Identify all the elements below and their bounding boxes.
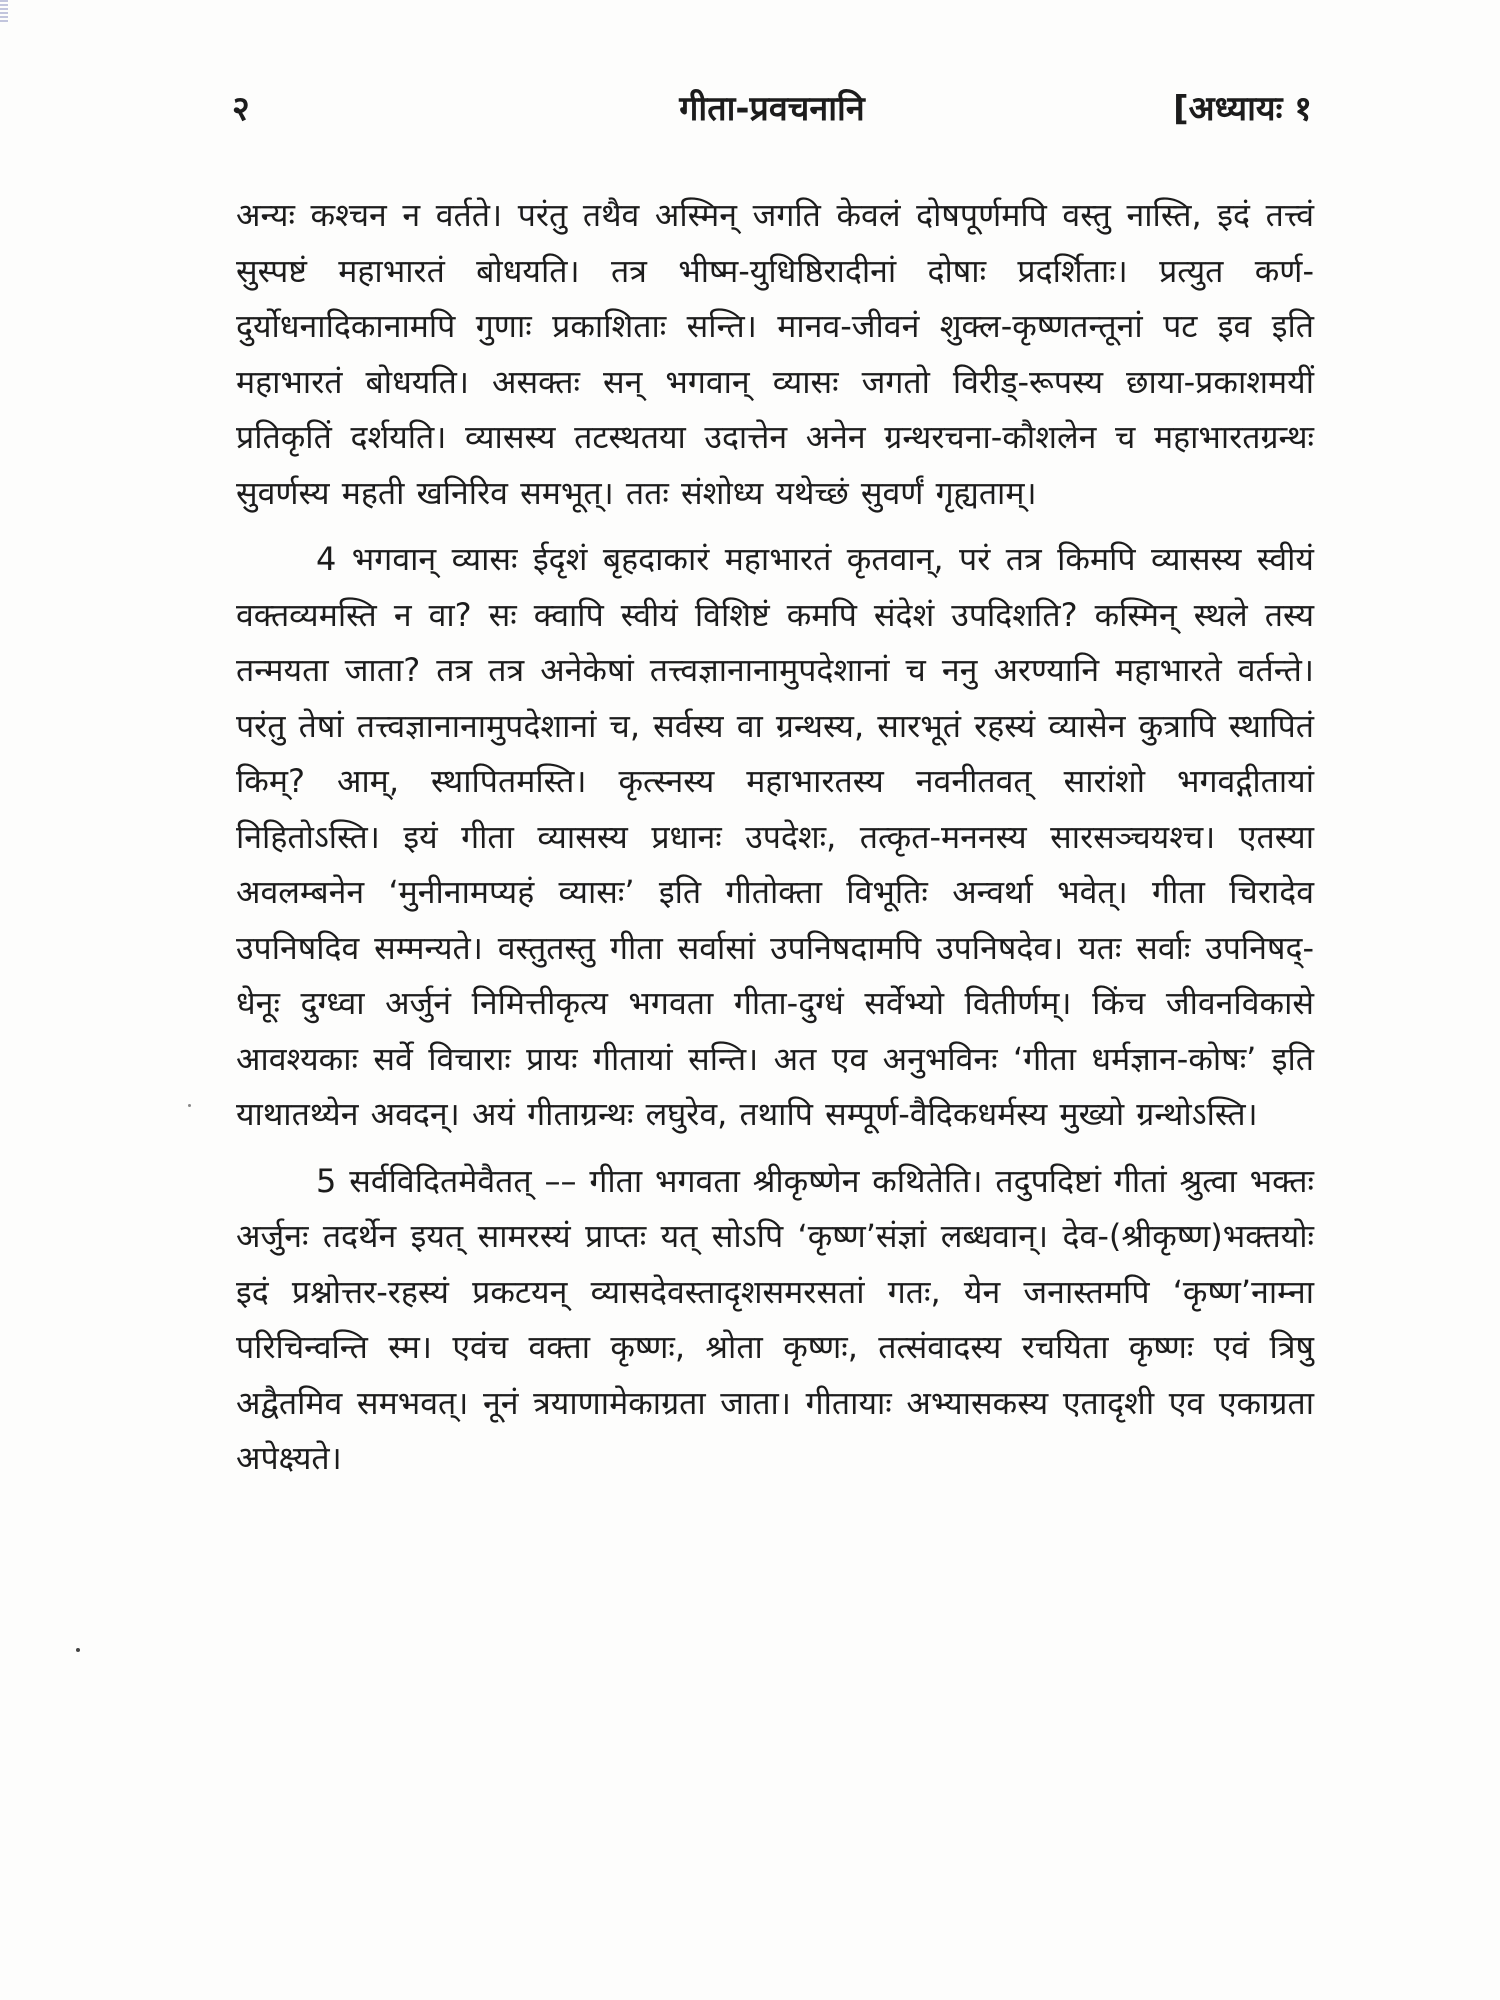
running-title: गीता-प्रवचनानि	[679, 89, 865, 129]
paragraph-4: 4 भगवान् व्यासः ईदृशं बृहदाकारं महाभारतं कृतवान्, परं तत्र किमपि व्यासस्य स्वीयं वक्तव्यमस्ति न वा? सः क्वापि स्वीयं विशिष्टं कमपि संदेशं उपदिशति? कस्मिन् स्थले तस्य तन्मयता जाता? तत्र तत्र अनेकेषां तत्त्वज्ञानानामुपदेशानां च ननु अरण्यानि महाभारते वर्तन्ते। परंतु तेषां तत्त्वज्ञानानामुपदेशानां च, सर्वस्य वा ग्रन्थस्य, सारभूतं रहस्यं व्यासेन कुत्रापि स्थापितं किम्? आम्, स्थापितमस्ति। कृत्स्नस्य महाभारतस्य नवनीतवत् सारांशो भगवद्गीतायां निहितोऽस्ति। इयं गीता व्यासस्य प्रधानः उपदेशः, तत्कृत-मननस्य सारसञ्चयश्च। एतस्या अवलम्बनेन ‘मुनीनामप्यहं व्यासः’ इति गीतोक्ता विभूतिः अन्वर्था भवेत्। गीता चिरादेव उपनिषदिव सम्मन्यते। वस्तुतस्तु गीता सर्वासां उपनिषदामपि उपनिषदेव। यतः सर्वाः उपनिषद्-धेनूः दुग्ध्वा अर्जुनं निमित्तीकृत्य भगवता गीता-दुग्धं सर्वेभ्यो वितीर्णम्। किंच जीवनविकासे आवश्यकाः सर्वे विचाराः प्रायः गीतायां सन्ति। अत एव अनुभविनः ‘गीता धर्मज्ञान-कोषः’ इति याथातथ्येन अवदन्। अयं गीताग्रन्थः लघुरेव, तथापि सम्पूर्ण-वैदिकधर्मस्य मुख्यो ग्रन्थोऽस्ति।	[236, 540, 1314, 1133]
scan-edge-mark	[0, 0, 8, 22]
scan-speck	[76, 1648, 80, 1652]
chapter-label: [अध्यायः १	[1173, 89, 1312, 129]
paragraph-5: 5 सर्वविदितमेवैतत् –– गीता भगवता श्रीकृष्णेन कथितेति। तदुपदिष्टां गीतां श्रुत्वा भक्तः अर्जुनः तदर्थेन इयत् सामरस्यं प्राप्तः यत् सोऽपि ‘कृष्ण’संज्ञां लब्धवान्। देव-(श्रीकृष्ण)भक्तयोः इदं प्रश्नोत्तर-रहस्यं प्रकटयन् व्यासदेवस्तादृशसमरसतां गतः, येन जनास्तमपि ‘कृष्ण’नाम्ना परिचिन्वन्ति स्म। एवंच वक्ता कृष्णः, श्रोता कृष्णः, तत्संवादस्य रचयिता कृष्णः एवं त्रिषु अद्वैतमिव समभवत्। नूनं त्रयाणामेकाग्रता जाता। गीतायाः अभ्यासकस्य एतादृशी एव एकाग्रता अपेक्ष्यते।	[236, 1161, 1314, 1477]
page-number: २	[232, 89, 250, 129]
paragraph-continued: अन्यः कश्चन न वर्तते। परंतु तथैव अस्मिन् जगति केवलं दोषपूर्णमपि वस्तु नास्ति, इदं तत्त्वं सुस्पष्टं महाभारतं बोधयति। तत्र भीष्म-युधिष्ठिरादीनां दोषाः प्रदर्शिताः। प्रत्युत कर्ण-दुर्योधनादिकानामपि गुणाः प्रकाशिताः सन्ति। मानव-जीवनं शुक्ल-कृष्णतन्तूनां पट इव इति महाभारतं बोधयति। असक्तः सन् भगवान् व्यासः जगतो विरीड्-रूपस्य छाया-प्रकाशमयीं प्रतिकृतिं दर्शयति। व्यासस्य तटस्थतया उदात्तेन अनेन ग्रन्थरचना-कौशलेन च महाभारतग्रन्थः सुवर्णस्य महती खनिरिव समभूत्। ततः संशोध्य यथेच्छं सुवर्णं गृह्यताम्।	[236, 196, 1314, 512]
page-header	[232, 84, 1312, 144]
scan-speck	[188, 1104, 191, 1107]
page-body	[236, 188, 1314, 1487]
